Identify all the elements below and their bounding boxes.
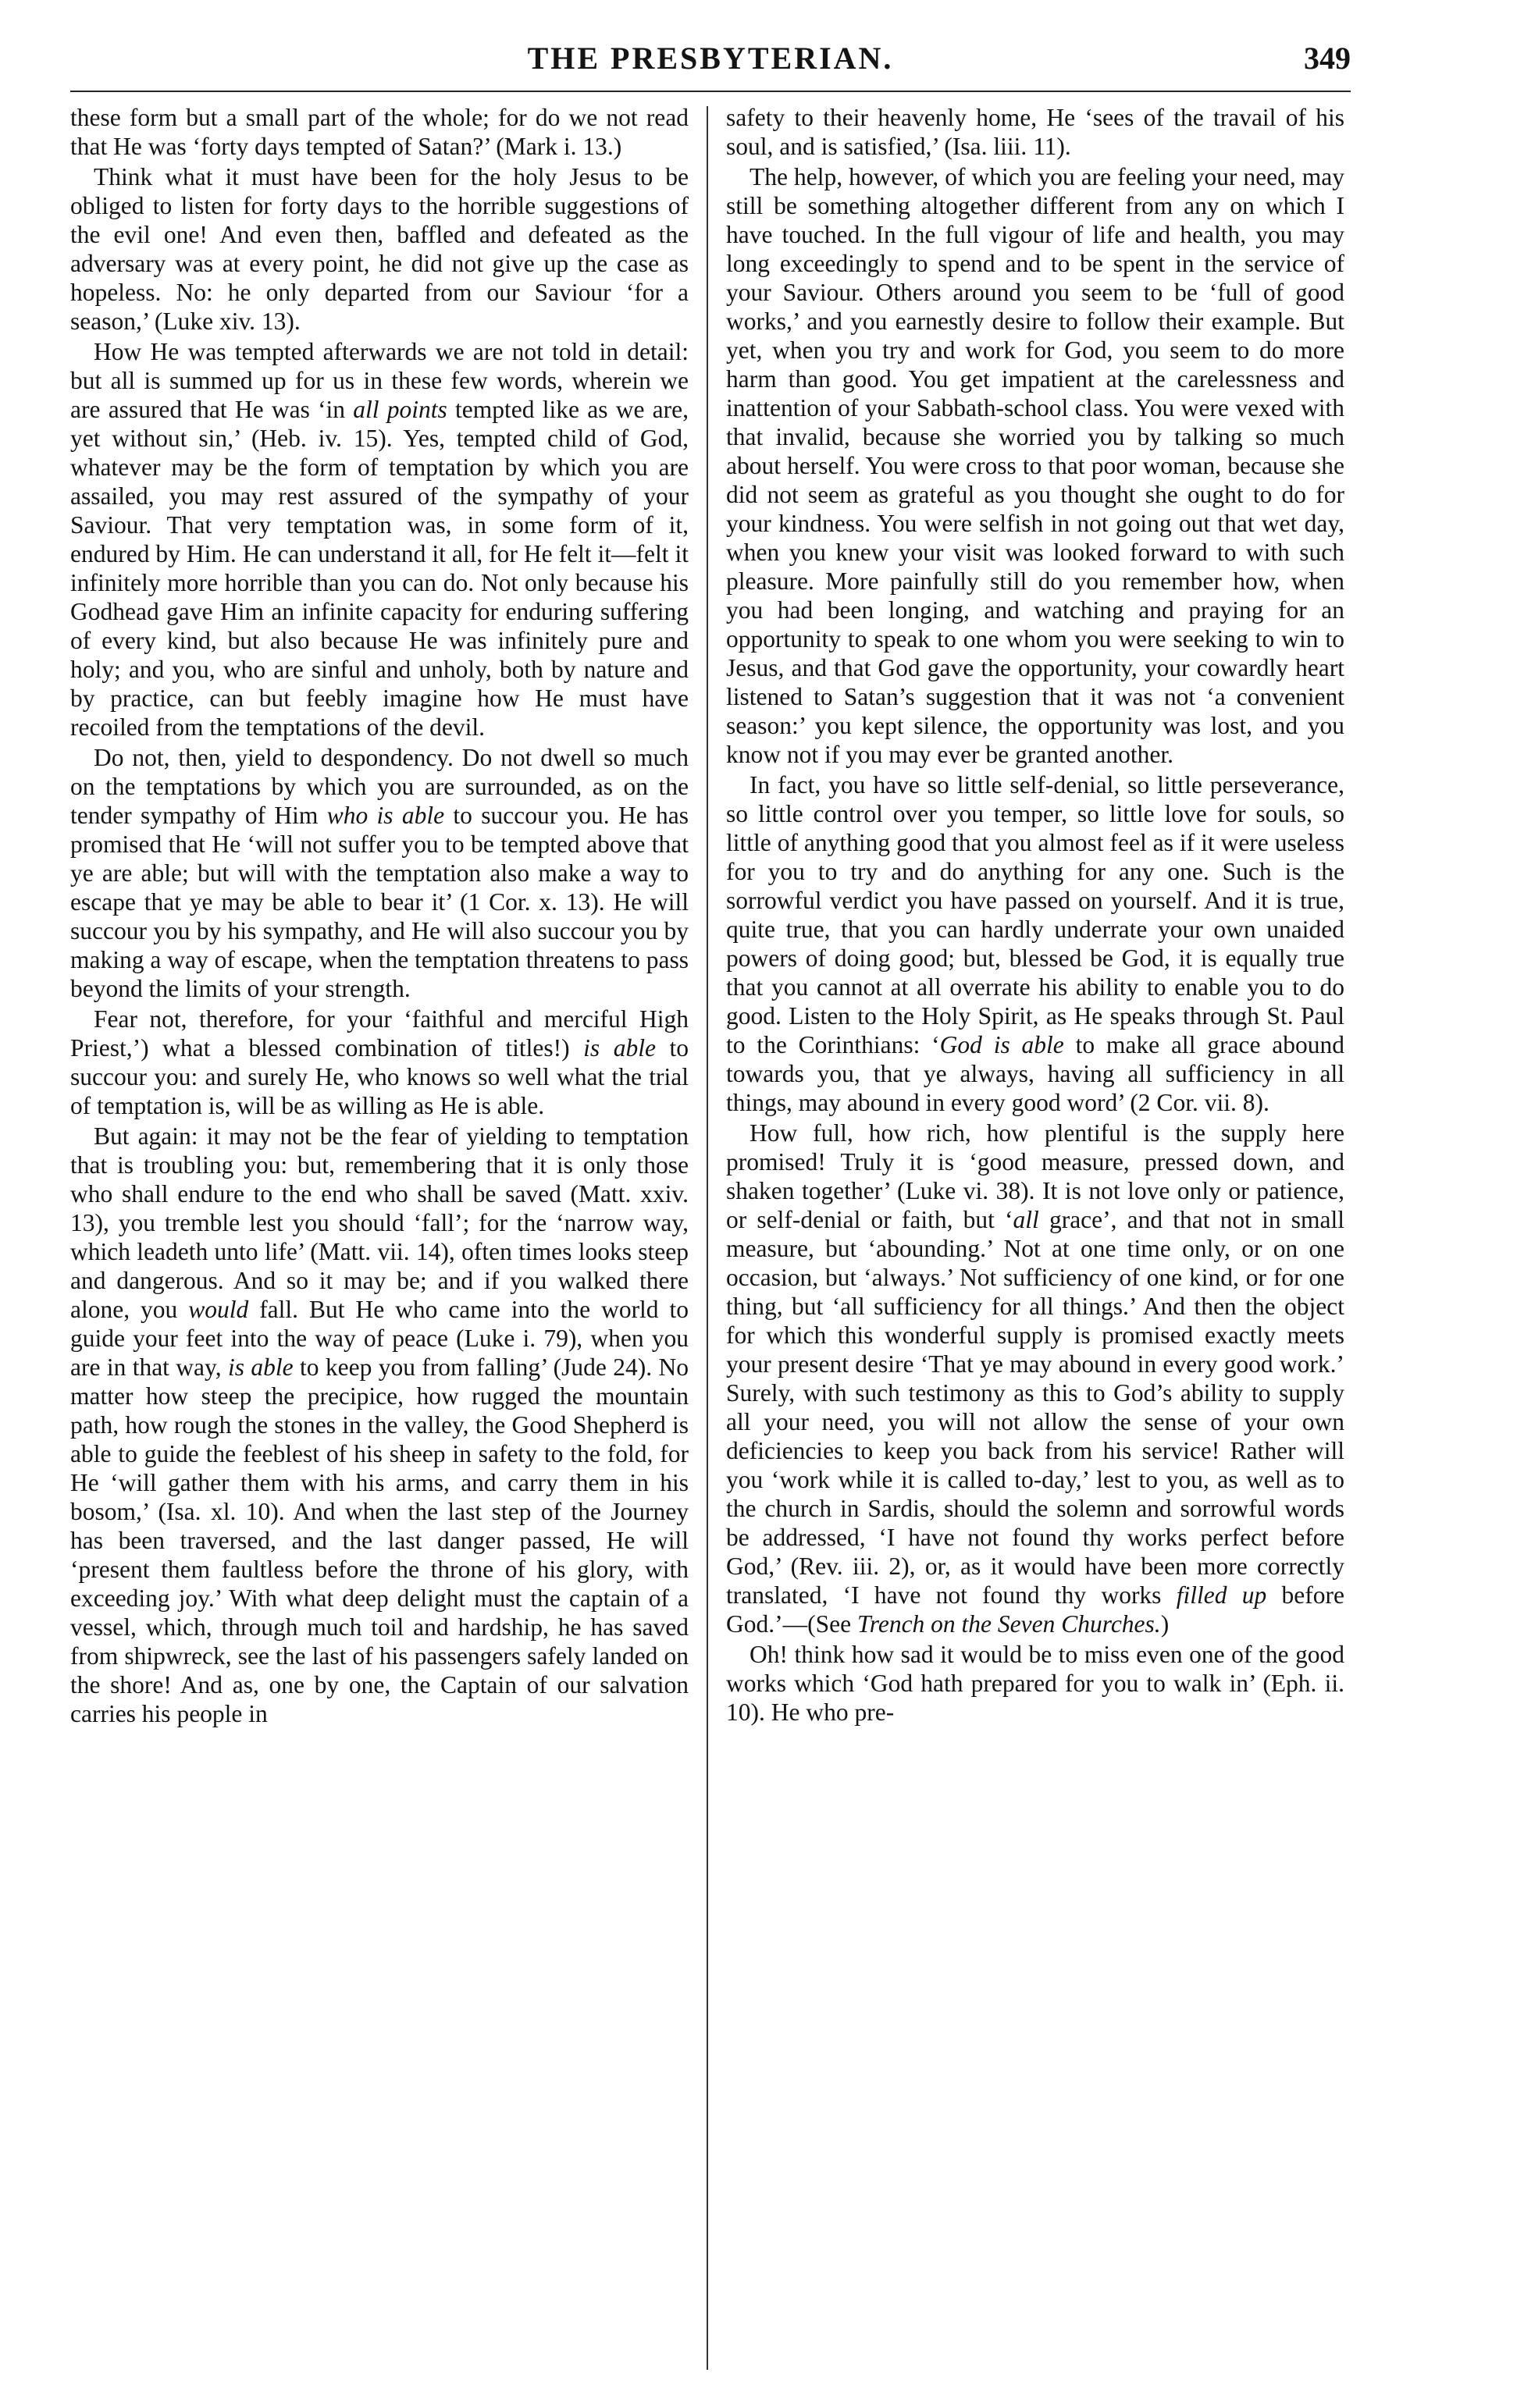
text-run: Think what it must have been for the holy Jesus to be obliged to listen for forty days to the horrible suggestions of the evil one! And even then, baffled and defeated as the adversary was at every point, he did not give up the case as hopeless. No: he only departed from our Saviour ‘for a season,’ (Luke xiv. 13). [70,163,689,335]
italic-phrase: all [1013,1206,1039,1233]
text-run: to succour you: and surely He, who knows so well what the trial of temptation is, will be as willing as He is able. [70,1034,689,1119]
text-run: But again: it may not be the fear of yielding to temptation that is troubling you: but, remembering that it is only those who shall endure to the end who shall be saved (Matt. xxiv. 13), you tremble lest you should ‘fall’; for the ‘narrow way, which leadeth unto life’ (Matt. vii. 14), often times looks steep and dangerous. And so it may be; and if you walked there alone, you [70,1122,689,1323]
paragraph [726,770,1344,1117]
italic-phrase: is able [583,1034,656,1062]
text-run: tempted like as we are, yet without sin,’ (Heb. iv. 15). Yes, tempted child of God, whatever may be the form of temptation by which you are assailed, you may rest assured of the sympathy of your Saviour. That very temptation was, in some form of it, endured by Him. He can understand it all, for He felt it—felt it infinitely more horrible than you can do. Not only because his Godhead gave Him an infinite capacity for enduring suffering of every kind, but also because He was infinitely pure and holy; and you, who are sinful and unholy, both by nature and by practice, can but feebly imagine how He must have recoiled from the temptations of the devil. [70,396,689,741]
italic-phrase: filled up [1176,1581,1267,1609]
text-run: How full, how rich, how plentiful is the supply here promised! Truly it is ‘good measure, pressed down, and shaken together’ (Luke vi. 38). It is not love only or patience, or self-denial or faith, but ‘ [726,1119,1344,1233]
paragraph [726,162,1344,769]
italic-phrase: God is able [939,1031,1064,1058]
italic-phrase: who is able [326,802,445,829]
italic-phrase: all points [353,396,447,423]
text-run: safety to their heavenly home, He ‘sees of the travail of his soul, and is satisfied,’ (Isa. liii. 11). [726,104,1344,160]
left-column [70,103,689,1728]
text-run: In fact, you have so little self-denial, so little perseverance, so little control over you temper, so little love for souls, so little of anything good that you almost feel as if it were useless for you to try and do anything for any one. Such is the sorrowful verdict you have passed on yourself. And it is true, quite true, that you can hardly underrate your own unaided powers of doing good; but, blessed be God, it is equally true that you cannot at all overrate his ability to enable you to do good. Listen to the Holy Spirit, as He speaks through St. Paul to the Corinthians: ‘ [726,771,1344,1058]
page-header [70,31,1351,97]
text-run: these form but a small part of the whole; for do we not read that He was ‘forty days tempted of Satan?’ (Mark i. 13.) [70,104,689,160]
text-run: The help, however, of which you are feeling your need, may still be something altogether different from any on which I have touched. In the full vigour of life and health, you may long exceedingly to spend and to be spent in the service of your Saviour. Others around you seem to be ‘full of good works,’ and you earnestly desire to follow their example. But yet, when you try and work for God, you seem to do more harm than good. You get impatient at the carelessness and inattention of your Sabbath-school class. You were vexed with that invalid, because she worried you by talking so much about herself. You were cross to that poor woman, because she did not seem as grateful as you thought she ought to do for your kindness. You were selfish in not going out that wet day, when you knew your visit was looked forward to with such pleasure. More painfully still do you remember how, when you had been longing, and watching and praying for an opportunity to speak to one whom you were seeking to win to Jesus, and that God gave the opportunity, your cowardly heart listened to Satan’s suggestion that it was not ‘a convenient season:’ you kept silence, the opportunity was lost, and you know not if you may ever be granted another. [726,163,1344,768]
paragraph [70,1122,689,1728]
paragraph [70,1005,689,1120]
paragraph [70,162,689,336]
text-run: How He was tempted afterwards we are not told in detail: but all is summed up for us in these few words, wherein we are assured that He was ‘in [70,338,689,423]
paragraph [70,337,689,742]
text-run: Do not, then, yield to despondency. Do not dwell so much on the temptations by which you are surrounded, as on the tender sympathy of Him [70,744,689,829]
text-run: Fear not, therefore, for your ‘faithful and merciful High Priest,’) what a blessed combination of titles!) [70,1005,689,1062]
italic-phrase: is able [227,1353,294,1381]
running-title: THE PRESBYTERIAN. [527,41,894,76]
text-run: before God.’—(See [726,1581,1344,1638]
right-column [726,103,1344,1727]
text-run: to keep you from falling’ (Jude 24). No matter how steep the precipice, how rugged the mountain path, how rough the stones in the valley, the Good Shepherd is able to guide the feeblest of his sheep in safety to the fold, for He ‘will gather them with his arms, and carry them in his bosom,’ (Isa. xl. 10). And when the last step of the Journey has been traversed, and the last danger passed, He will ‘present them faultless before the throne of his glory, with exceeding joy.’ With what deep delight must the captain of a vessel, which, through much toil and hardship, he has saved from shipwreck, see the last of his passengers safely landed on the shore! And as, one by one, the Captain of our salvation carries his people in [70,1353,689,1727]
column-divider [707,106,708,2370]
paragraph [726,103,1344,161]
italic-phrase: would [188,1296,249,1323]
text-run: fall. But He who came into the world to guide your feet into the way of peace (Luke i. 79), when you are in that way, [70,1296,689,1381]
header-rule [70,91,1351,92]
paragraph [726,1119,1344,1638]
paragraph [70,103,689,161]
italic-phrase: Trench on the Seven Churches. [856,1610,1161,1638]
text-run: ) [1160,1610,1170,1638]
paragraph [70,743,689,1003]
magazine-page [70,31,1351,2388]
text-run: to succour you. He has promised that He ‘will not suffer you to be tempted above that ye are able; but will with the temptation also make a way to escape that ye may be able to bear it’ (1 Cor. x. 13). He will succour you by his sympathy, and He will also succour you by making a way of escape, when the temptation threatens to pass beyond the limits of your strength. [70,802,689,1002]
page-number: 349 [1304,41,1351,76]
paragraph [726,1640,1344,1727]
text-run: Oh! think how sad it would be to miss even one of the good works which ‘God hath prepared for you to walk in’ (Eph. ii. 10). He who pre- [726,1641,1344,1726]
text-run: grace’, and that not in small measure, but ‘abounding.’ Not at one time only, or on one occasion, but ‘always.’ Not sufficiency of one kind, or for one thing, but ‘all sufficiency for all things.’ And then the object for which this wonderful supply is promised exactly meets your present desire ‘That ye may abound in every good work.’ Surely, with such testimony as this to God’s ability to supply all your need, you will not allow the sense of your own deficiencies to keep you back from his service! Rather will you ‘work while it is called to-day,’ lest to you, as well as to the church in Sardis, should the solemn and sorrowful words be addressed, ‘I have not found thy works perfect before God,’ (Rev. iii. 2), or, as it would have been more correctly translated, ‘I have not found thy works [726,1206,1344,1609]
text-run: to make all grace abound towards you, that ye always, having all sufficiency in all things, may abound in every good word’ (2 Cor. vii. 8). [726,1031,1344,1116]
